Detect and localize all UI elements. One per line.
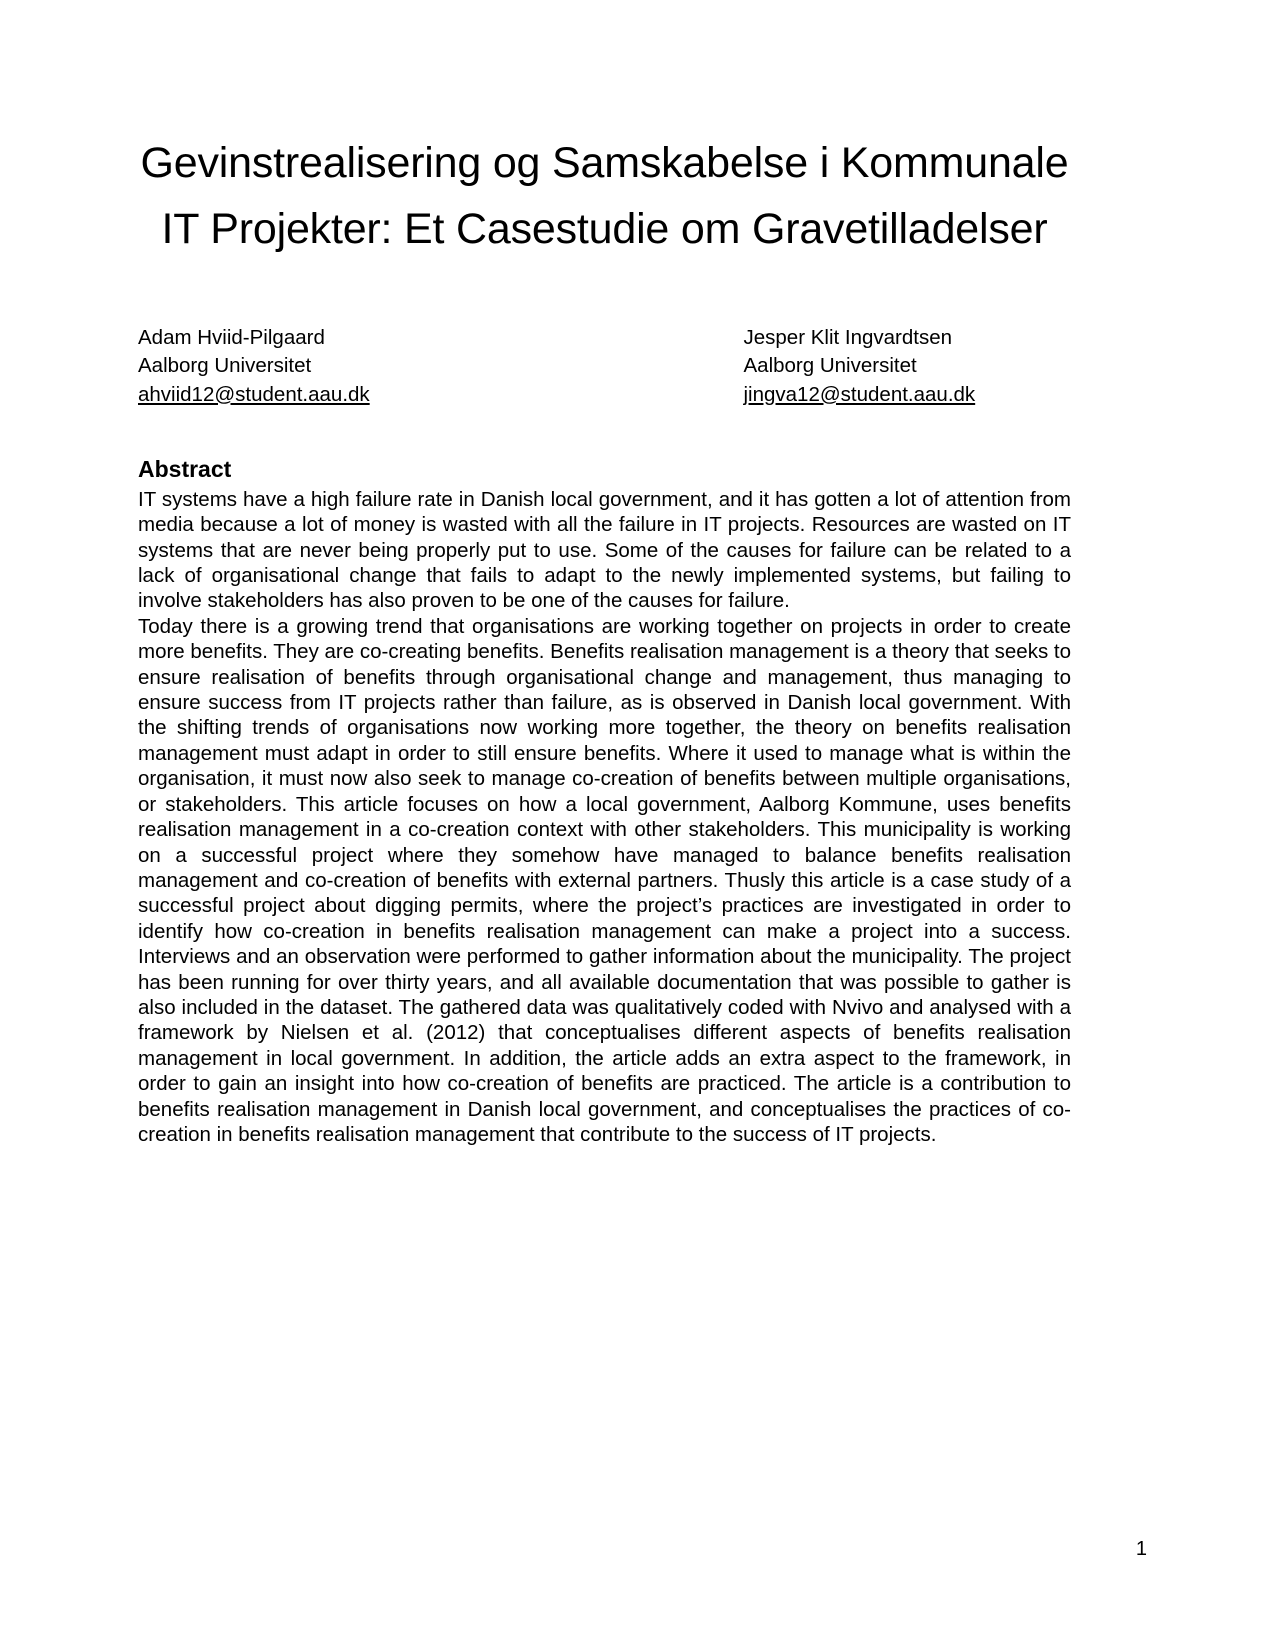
title-block — [138, 0, 1071, 263]
author-affiliation-2: Aalborg Universitet — [743, 354, 917, 378]
author-email-link-2[interactable]: jingva12@student.aau.dk — [743, 382, 976, 406]
author-affiliations-row — [138, 352, 1071, 381]
author-block — [138, 324, 1071, 410]
author-name-2: Jesper Klit Ingvardtsen — [743, 325, 953, 349]
abstract-paragraph-2: Today there is a growing trend that organisations are working together on projects in order to create more benefits. They are co-creating benefits. Benefits realisation management is a theory that seeks to ensure realisation of benefits through organisational change and management, thus managing to ensure success from IT projects rather than failure, as is observed in Danish local government. With the shifting trends of organisations now working more together, the theory on benefits realisation management must adapt in order to still ensure benefits. Where it used to manage what is within the organisation, it must now also seek to manage co-creation of benefits between multiple organisations, or stakeholders. This article focuses on how a local government, Aalborg Kommune, uses benefits realisation management in a co-creation context with other stakeholders. This municipality is working on a successful project where they somehow have managed to balance benefits realisation management and co-creation of benefits with external partners. Thusly this article is a case study of a successful project about digging permits, where the project’s practices are investigated in order to identify how co-creation in benefits realisation management can make a project into a success. Interviews and an observation were performed to gather information about the municipality. The project has been running for over thirty years, and all available documentation that was possible to gather is also included in the dataset. The gathered data was qualitatively coded with Nvivo and analysed with a framework by Nielsen et al. (2012) that conceptualises different aspects of benefits realisation management in local government. In addition, the article adds an extra aspect to the framework, in order to gain an insight into how co-creation of benefits are practiced. The article is a contribution to benefits realisation management in Danish local government, and conceptualises the practices of co-creation in benefits realisation management that contribute to the success of IT projects. — [138, 614, 1071, 1146]
page-number: 1 — [1135, 1538, 1147, 1560]
author-email-cell-1 — [138, 381, 605, 410]
author-affiliation-1: Aalborg Universitet — [138, 354, 312, 378]
author-email-cell-2 — [605, 381, 1072, 410]
page-content — [138, 0, 1071, 1147]
abstract-heading: Abstract — [138, 456, 232, 483]
author-email-link-1[interactable]: ahviid12@student.aau.dk — [138, 382, 370, 406]
author-emails-row — [138, 381, 1071, 410]
author-name-1: Adam Hviid-Pilgaard — [138, 325, 325, 349]
author-names-row — [138, 324, 1071, 353]
page-title: Gevinstrealisering og Samskabelse i Kommunale IT Projekter: Et Casestudie om Gravetilladelser — [140, 139, 1069, 253]
abstract-paragraph-1: IT systems have a high failure rate in Danish local government, and it has gotten a lot of attention from media because a lot of money is wasted with all the failure in IT projects. Resources are wasted on IT systems that are never being properly put to use. Some of the causes for failure can be related to a lack of organisational change that fails to adapt to the newly implemented systems, but failing to involve stakeholders has also proven to be one of the causes for failure. — [138, 487, 1071, 613]
